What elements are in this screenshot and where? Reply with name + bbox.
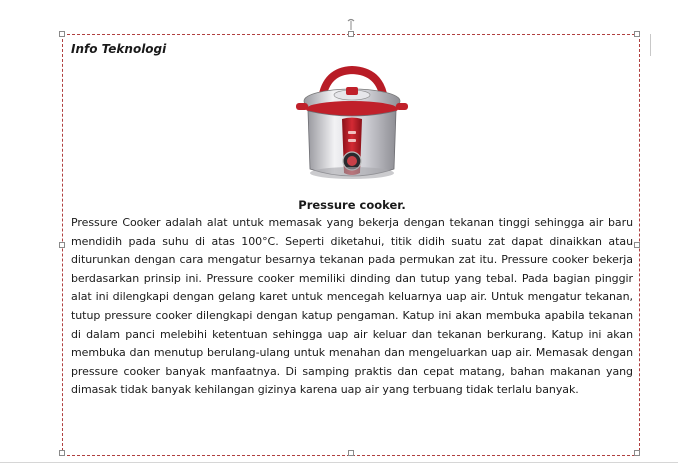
info-textbox[interactable] (62, 34, 640, 456)
page-edge-marker (650, 34, 651, 56)
resize-handle-bottom-center[interactable] (348, 450, 354, 456)
resize-handle-middle-left[interactable] (59, 242, 65, 248)
page-bottom-edge (0, 462, 678, 463)
article-body: Pressure Cooker adalah alat untuk memasak yang bekerja dengan tekanan tinggi sehingga air baru mendidih pada suhu di atas 100°C. Seperti diketahui, titik didih suatu zat dapat dinaikkan atau diturunkan dengan cara mengatur besarnya tekanan pada permukan zat itu. Pressure cooker bekerja berdasarkan prinsip ini. Pressure cooker memiliki dinding dan tutup yang tebal. Pada bagian pinggir alat ini dilengkapi dengan gelang karet untuk mencegah keluarnya uap air. Untuk mengatur tekanan, tutup pressure cooker dilengkapi dengan katup pengaman. Katup ini akan membuka apabila tekanan di dalam panci melebihi ketentuan sehingga uap air keluar dan tekanan berkurang. Katup ini akan membuka dan menutup berulang-ulang untuk menahan dan mengeluarkan uap air. Memasak dengan pressure cooker banyak manfaatnya. Di samping praktis dan cepat matang, bahan makanan yang dimasak tidak banyak kehilangan gizinya karena uap air yang terbuang tidak terlalu banyak. (71, 216, 633, 397)
resize-handle-bottom-left[interactable] (59, 450, 65, 456)
resize-handle-top-center[interactable] (348, 31, 354, 37)
pressure-cooker-image[interactable] (288, 61, 416, 187)
resize-handle-top-right[interactable] (634, 31, 640, 37)
resize-handle-top-left[interactable] (59, 31, 65, 37)
resize-handle-bottom-right[interactable] (634, 450, 640, 456)
rotate-handle-icon[interactable] (346, 18, 356, 30)
resize-handle-middle-right[interactable] (634, 242, 640, 248)
section-heading: Info Teknologi (71, 42, 167, 56)
image-caption: Pressure cooker. (298, 198, 406, 212)
textbox-content (71, 41, 633, 400)
